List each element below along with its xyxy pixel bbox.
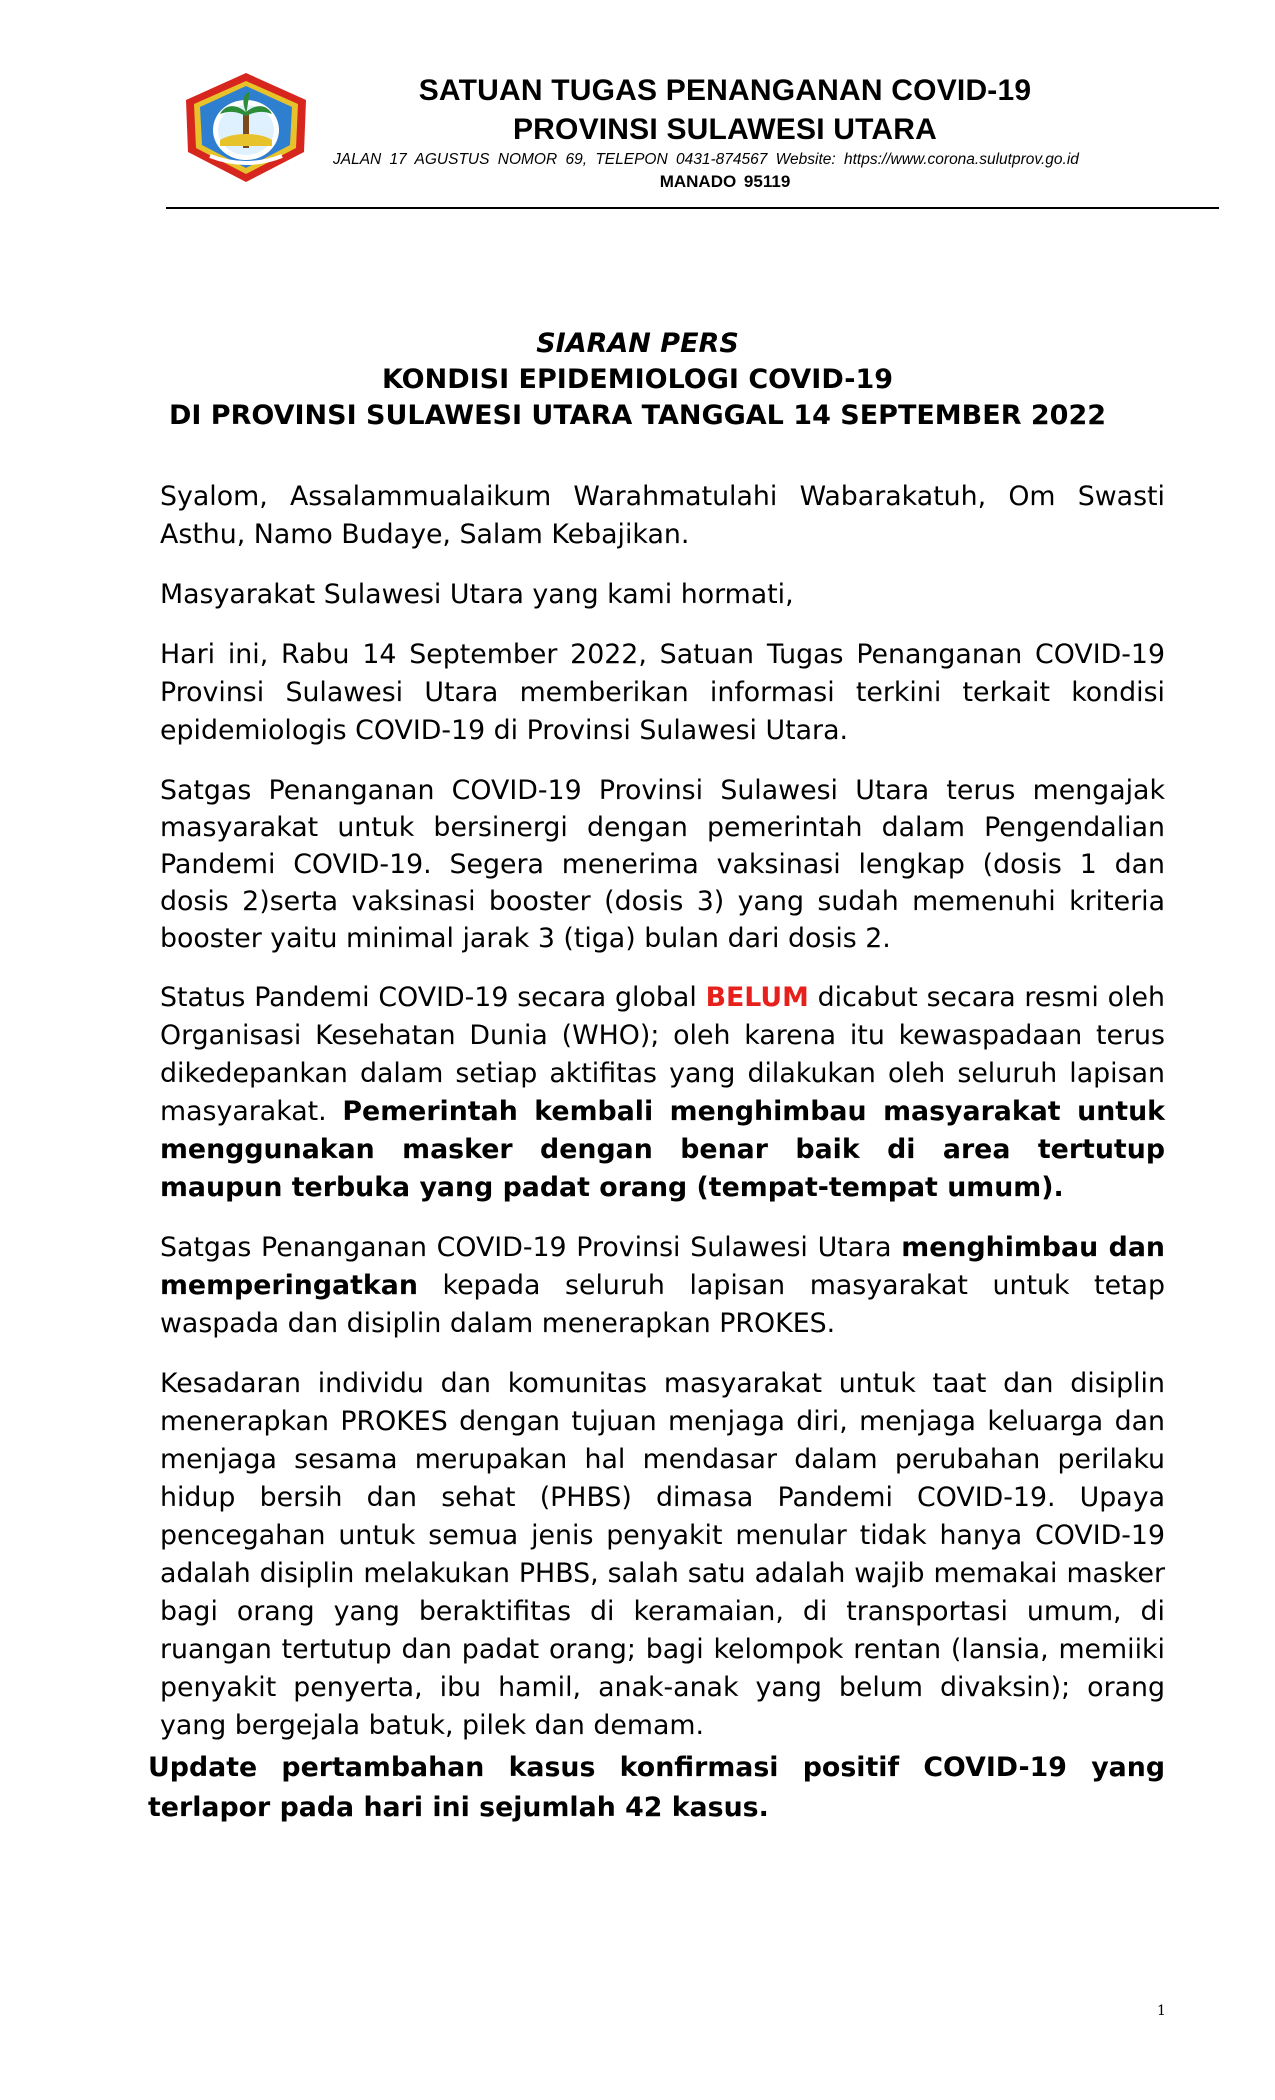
title-line-1: KONDISI EPIDEMIOLOGI COVID-19 xyxy=(381,364,894,395)
paragraph-4-rest: kepada seluruh lapisan masyarakat untuk tetap waspada dan disiplin dalam menerapkan PROKES. xyxy=(160,1270,1165,1339)
salutation-paragraph: Masyarakat Sulawesi Utara yang kami hormati, xyxy=(160,579,794,610)
title-press-release: SIARAN PERS xyxy=(536,328,739,359)
provincial-seal-icon xyxy=(180,70,312,185)
paragraph-5: Kesadaran individu dan komunitas masyarakat untuk taat dan disiplin menerapkan PROKES dengan tujuan menjaga diri, menjaga keluarga dan menjaga sesama merupakan hal mendasar dalam perubahan perilaku hidup bersih dan sehat (PHBS) dimasa Pandemi COVID-19. Upaya pencegahan untuk semua jenis penyakit menular tidak hanya COVID-19 adalah disiplin melakukan PHBS, salah satu adalah wajib memakai masker bagi orang yang beraktifitas di keramaian, di transportasi umum, di ruangan tertutup dan padat orang; bagi kelompok rentan (lansia, memiiki penyakit penyerta, ibu hamil, anak-anak yang belum divaksin); orang yang bergejala batuk, pilek dan demam. xyxy=(160,1368,1165,1741)
organization-name: SATUAN TUGAS PENANGANAN COVID-19 xyxy=(418,74,1032,107)
body-text xyxy=(160,478,1165,1767)
paragraph-3-intro: Status Pandemi COVID-19 secara global xyxy=(160,982,706,1013)
letterhead-divider xyxy=(166,207,1219,209)
paragraph-3-middle: dicabut secara resmi oleh Organisasi Kesehatan Dunia (WHO); oleh karena itu kewaspadaan terus dikedepankan dalam setiap aktifitas yang dilakukan oleh seluruh lapisan masyarakat. xyxy=(160,982,1165,1127)
paragraph-4 xyxy=(160,1229,1165,1343)
page-number: 1 xyxy=(1157,2003,1166,2019)
paragraph-1: Hari ini, Rabu 14 September 2022, Satuan Tugas Penanganan COVID-19 Provinsi Sulawesi Utara memberikan informasi terkini terkait kondisi epidemiologis COVID-19 di Provinsi Sulawesi Utara. xyxy=(160,639,1165,746)
city-postcode: MANADO 95119 xyxy=(659,172,791,191)
title-line-2: DI PROVINSI SULAWESI UTARA TANGGAL 14 SEPTEMBER 2022 xyxy=(168,400,1107,431)
status-highlight: BELUM xyxy=(705,982,809,1013)
paragraph-3 xyxy=(160,979,1165,1207)
document-title xyxy=(150,326,1125,434)
greeting-paragraph: Syalom, Assalammualaikum Warahmatulahi Wabarakatuh, Om Swasti Asthu, Namo Budaye, Salam Kebajikan. xyxy=(160,481,1165,550)
paragraph-4-emphasis: menghimbau dan memperingatkan xyxy=(160,1232,1166,1301)
province-name: PROVINSI SULAWESI UTARA xyxy=(512,113,938,146)
paragraph-4-intro: Satgas Penanganan COVID-19 Provinsi Sulawesi Utara xyxy=(160,1232,902,1263)
case-update xyxy=(148,1748,1165,1828)
paragraph-2: Satgas Penanganan COVID-19 Provinsi Sulawesi Utara terus mengajak masyarakat untuk bersinergi dengan pemerintah dalam Pengendalian Pandemi COVID-19. Segera menerima vaksinasi lengkap (dosis 1 dan dosis 2)serta vaksinasi booster (dosis 3) yang sudah memenuhi kriteria booster yaitu minimal jarak 3 (tiga) bulan dari dosis 2. xyxy=(160,775,1165,954)
letterhead xyxy=(0,0,1275,215)
case-update-text: Update pertambahan kasus konfirmasi positif COVID-19 yang terlapor pada hari ini sejumlah 42 kasus. xyxy=(148,1752,1165,1823)
address-line: JALAN 17 AGUSTUS NOMOR 69, TELEPON 0431-874567 Website: https://www.corona.sulutprov.go.id xyxy=(333,151,1079,168)
paragraph-3-appeal: Pemerintah kembali menghimbau masyarakat untuk menggunakan masker dengan benar baik di area tertutup maupun terbuka yang padat orang (tempat-tempat umum). xyxy=(160,1096,1165,1203)
